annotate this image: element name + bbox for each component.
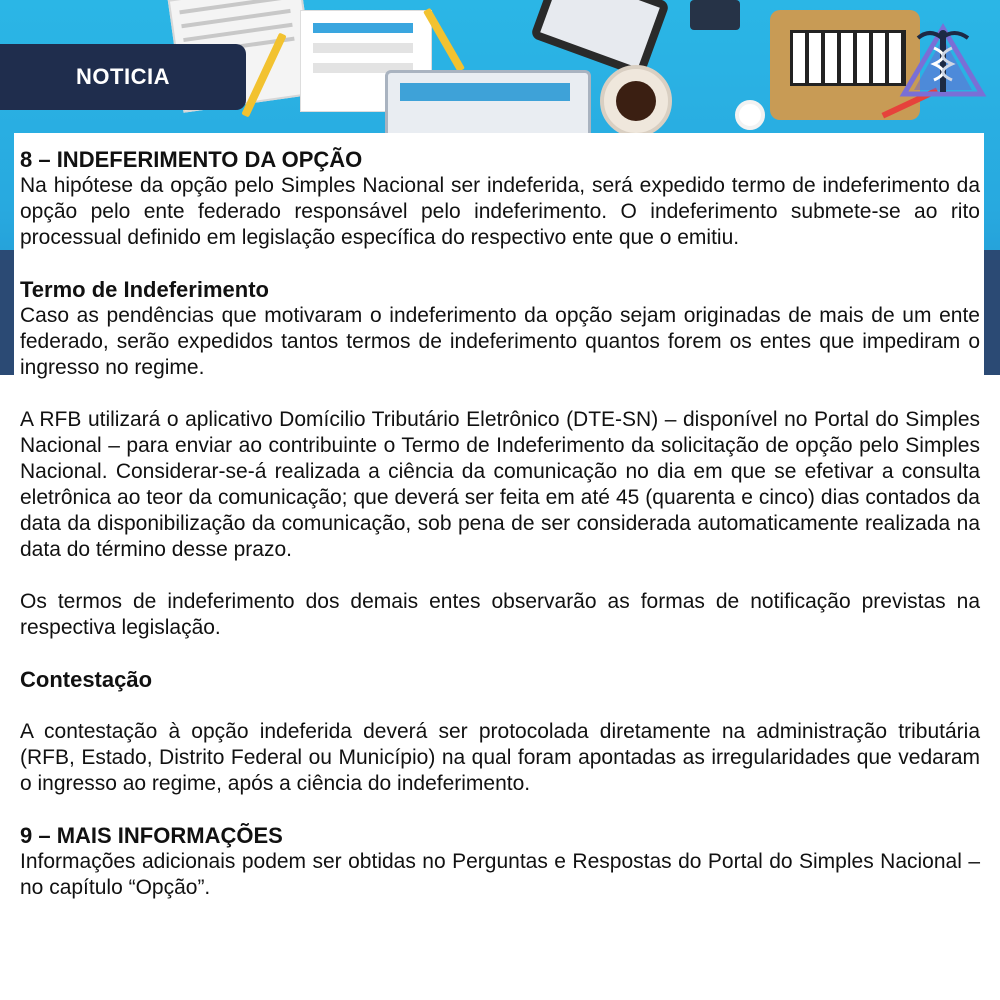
- coffee-cup-decoration: [600, 65, 672, 137]
- category-tag-label: NOTICIA: [76, 64, 170, 89]
- section-paragraph: A contestação à opção indeferida deverá ser protocolada diretamente na administração tributária (RFB, Estado, Distrito Federal ou Município) na qual foram apontadas as irregularidades que vedaram o ingresso ao regime, após a ciência do indeferimento.: [20, 720, 980, 795]
- stapler-decoration: [690, 0, 740, 30]
- caduceus-logo-icon: [898, 20, 988, 100]
- section-heading: 9 – MAIS INFORMAÇÕES: [20, 823, 283, 848]
- section-heading: 8 – INDEFERIMENTO DA OPÇÃO: [20, 147, 363, 172]
- article-body: [14, 133, 984, 1000]
- section-paragraph: Caso as pendências que motivaram o indeferimento da opção sejam originadas de mais de um ente federado, serão expedidos tantos termos de indeferimento quantos forem os entes que impediram o ingresso no regime.: [20, 304, 980, 379]
- section-paragraph: A RFB utilizará o aplicativo Domícilio Tributário Eletrônico (DTE-SN) – disponível no Portal do Simples Nacional – para enviar ao contribuinte o Termo de Indeferimento da solicitação de opção pelo Simples Nacional. Considerar-se-á realizada a ciência da comunicação no dia em que se efetivar a consulta eletrônica ao teor da comunicação; que deverá ser feita em até 45 (quarenta e cinco) dias contados da data da disponibilização da comunicação, sob pena de ser considerada automaticamente realizada na data do término desse prazo.: [20, 408, 980, 561]
- section-paragraph: Os termos de indeferimento dos demais entes observarão as formas de notificação previstas na respectiva legislação.: [20, 590, 980, 639]
- category-tag: [0, 44, 246, 110]
- section-heading: Contestação: [20, 667, 153, 692]
- mouse-decoration: [735, 100, 765, 130]
- section-heading: Termo de Indeferimento: [20, 277, 269, 302]
- section-paragraph: Na hipótese da opção pelo Simples Nacional ser indeferida, será expedido termo de indeferimento da opção pelo ente federado responsável pelo indeferimento. O indeferimento submete-se ao rito processual definido em legislação específica do respectivo ente que o emitiu.: [20, 174, 980, 249]
- tablet-decoration: [530, 0, 670, 78]
- section-paragraph: Informações adicionais podem ser obtidas no Perguntas e Respostas do Portal do Simples Nacional – no capítulo “Opção”.: [20, 850, 980, 899]
